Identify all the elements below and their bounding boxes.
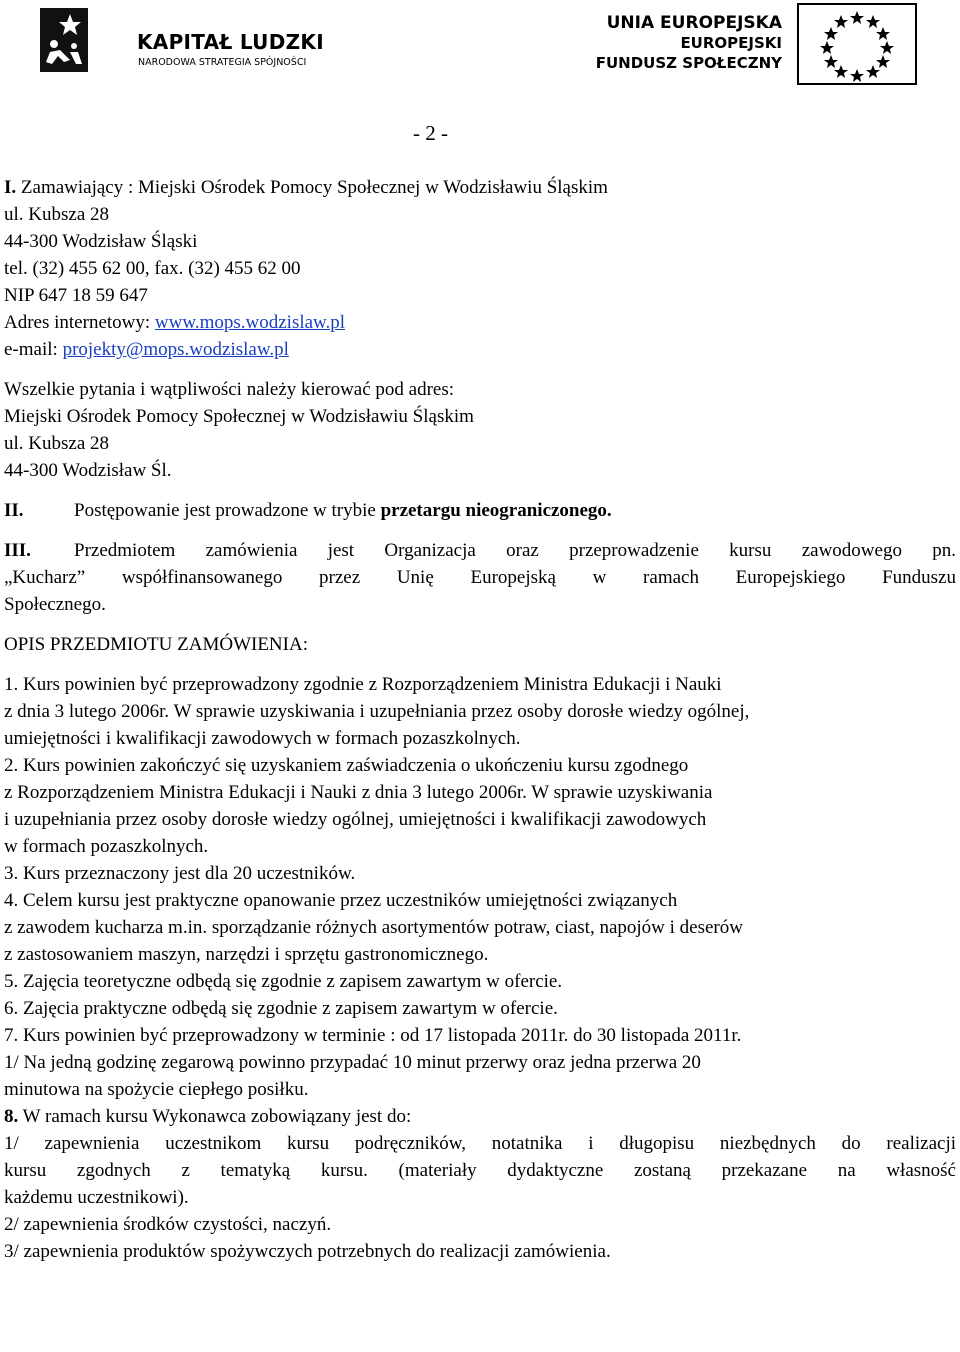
item-8-number: 8. xyxy=(4,1106,19,1127)
item-4-line-1: 4. Celem kursu jest praktyczne opanowanie przez uczestników umiejętności związanych xyxy=(4,890,678,911)
questions-street: ul. Kubsza 28 xyxy=(4,433,110,454)
item-8-2: 2/ zapewnienia środków czystości, naczyń. xyxy=(4,1214,332,1235)
section-3-line-3: Społecznego. xyxy=(4,594,106,615)
kapital-ludzki-subtitle: NARODOWA STRATEGIA SPÓJNOŚCI xyxy=(138,57,307,68)
questions-text: Wszelkie pytania i wątpliwości należy kierować pod adres: xyxy=(4,379,455,400)
website-line xyxy=(4,309,956,336)
section-2-text: Postępowanie jest prowadzone w trybie xyxy=(74,500,381,521)
item-1-line-1: 1. Kurs powinien być przeprowadzony zgodnie z Rozporządzeniem Ministra Edukacji i Nauki xyxy=(4,674,722,695)
section-1-number: I. xyxy=(4,177,17,198)
eu-line-2: EUROPEJSKI xyxy=(680,34,782,52)
item-2-line-3: i uzupełniania przez osoby dorosłe wiedzy ogólnej, umiejętności i kwalifikacji zawodowych xyxy=(4,809,707,830)
item-2-line-2: z Rozporządzeniem Ministra Edukacji i Nauki z dnia 3 lutego 2006r. W sprawie uzyskiwania xyxy=(4,782,713,803)
email-label: e-mail: xyxy=(4,339,63,360)
address-city: 44-300 Wodzisław Śląski xyxy=(4,231,198,252)
item-4-line-3: z zastosowaniem maszyn, narzędzi i sprzętu gastronomicznego. xyxy=(4,944,489,965)
email-link[interactable]: projekty@mops.wodzislaw.pl xyxy=(62,339,289,360)
website-label: Adres internetowy: xyxy=(4,312,155,333)
kapital-ludzki-logo xyxy=(30,2,324,82)
section-3-number: III. xyxy=(4,540,31,561)
website-link[interactable]: www.mops.wodzislaw.pl xyxy=(154,312,346,333)
item-8-1-line-1: 1/ zapewnienia uczestnikom kursu podręczników, notatnika i długopisu niezbędnych do realizacji xyxy=(4,1133,956,1154)
email-line xyxy=(4,336,956,363)
questions-org: Miejski Ośrodek Pomocy Społecznej w Wodzisławiu Śląskim xyxy=(4,406,474,427)
item-1-line-2: z dnia 3 lutego 2006r. W sprawie uzyskiwania i uzupełniania przez osoby dorosłe wiedzy ogólnej, xyxy=(4,701,750,722)
phone-fax: tel. (32) 455 62 00, fax. (32) 455 62 00 xyxy=(4,258,301,279)
item-7-note-line-1: 1/ Na jedną godzinę zegarową powinno przypadać 10 minut przerwy oraz jedna przerwa 20 xyxy=(4,1052,701,1073)
page-header xyxy=(0,0,960,95)
item-8-text: W ramach kursu Wykonawca zobowiązany jest do: xyxy=(18,1106,412,1127)
item-2-line-1: 2. Kurs powinien zakończyć się uzyskaniem zaświadczenia o ukończeniu kursu zgodnego xyxy=(4,755,689,776)
item-7-note-line-2: minutowa na spożycie ciepłego posiłku. xyxy=(4,1079,309,1100)
nip: NIP 647 18 59 647 xyxy=(4,285,148,306)
item-1-line-3: umiejętności i kwalifikacji zawodowych w formach pozaszkolnych. xyxy=(4,728,521,749)
eu-flag-icon xyxy=(797,3,917,85)
section-2-mode: przetargu nieograniczonego. xyxy=(380,500,612,521)
item-2-line-4: w formach pozaszkolnych. xyxy=(4,836,209,857)
item-8 xyxy=(4,1103,956,1130)
eu-line-3: FUNDUSZ SPOŁECZNY xyxy=(595,54,782,72)
eu-line-1: UNIA EUROPEJSKA xyxy=(606,13,782,33)
questions-city: 44-300 Wodzisław Śl. xyxy=(4,460,172,481)
section-1-heading xyxy=(4,174,956,201)
item-8-1-line-2: kursu zgodnych z tematyką kursu. (materiały dydaktyczne zostaną przekazane na własność xyxy=(4,1160,956,1181)
address-street: ul. Kubsza 28 xyxy=(4,204,110,225)
document-body xyxy=(4,174,956,1265)
item-4-line-2: z zawodem kucharza m.in. sporządzanie różnych asortymentów potraw, ciast, napojów i deserów xyxy=(4,917,743,938)
section-2-number: II. xyxy=(4,500,24,521)
eu-logo-text xyxy=(596,13,782,73)
item-8-1-line-3: każdemu uczestnikowi). xyxy=(4,1187,189,1208)
section-2 xyxy=(4,497,956,524)
item-5: 5. Zajęcia teoretyczne odbędą się zgodnie z zapisem zawartym w ofercie. xyxy=(4,971,563,992)
zamawiajacy-text: Zamawiający : Miejski Ośrodek Pomocy Społecznej w Wodzisławiu Śląskim xyxy=(16,177,608,198)
kapital-ludzki-title: KAPITAŁ LUDZKI xyxy=(137,30,324,54)
section-3-line-1 xyxy=(4,537,956,564)
section-3-line-2: „Kucharz” współfinansowanego przez Unię Europejską w ramach Europejskiego Funduszu xyxy=(4,567,956,588)
kapital-ludzki-emblem-icon xyxy=(30,2,110,82)
item-8-3: 3/ zapewnienia produktów spożywczych potrzebnych do realizacji zamówienia. xyxy=(4,1241,611,1262)
opis-title: OPIS PRZEDMIOTU ZAMÓWIENIA: xyxy=(4,634,308,655)
item-6: 6. Zajęcia praktyczne odbędą się zgodnie z zapisem zawartym w ofercie. xyxy=(4,998,558,1019)
page-number: - 2 - xyxy=(413,121,448,145)
section-3-text-1: Przedmiotem zamówienia jest Organizacja oraz przeprowadzenie kursu zawodowego pn. xyxy=(74,540,956,561)
item-7: 7. Kurs powinien być przeprowadzony w terminie : od 17 listopada 2011r. do 30 listopada 2011r. xyxy=(4,1025,742,1046)
item-3: 3. Kurs przeznaczony jest dla 20 uczestników. xyxy=(4,863,356,884)
